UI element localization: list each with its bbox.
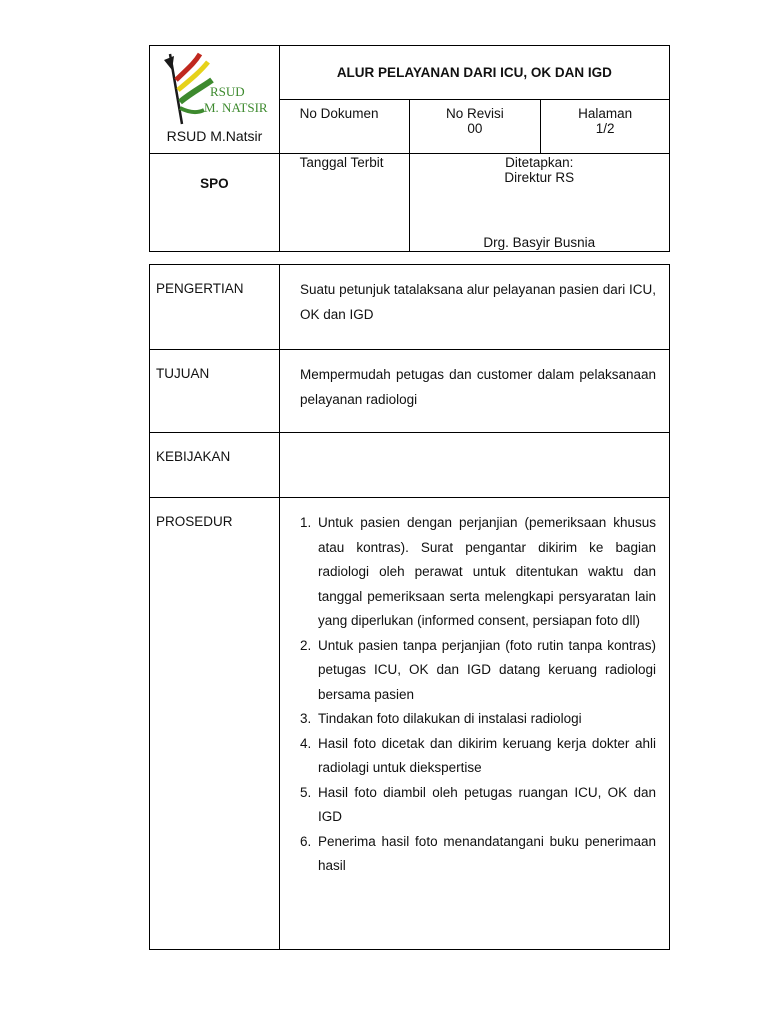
spo-label: SPO: [150, 154, 280, 252]
procedure-step: [300, 707, 656, 732]
established-by: Direktur RS: [504, 170, 575, 185]
tujuan-text: Mempermudah petugas dan customer dalam pelaksanaan pelayanan radiologi: [280, 350, 670, 433]
logo-text-rsud: RSUD: [210, 84, 245, 99]
page-label: Halaman: [578, 106, 633, 121]
step-text: Penerima hasil foto menandatangani buku penerimaan hasil: [318, 833, 656, 873]
header-table: [149, 45, 670, 252]
procedure-table: [149, 264, 670, 950]
step-number: 3.: [300, 711, 312, 726]
revision-value: 00: [467, 121, 483, 136]
row-pengertian: [150, 265, 670, 350]
procedure-step: [300, 781, 656, 830]
procedure-step: [300, 511, 656, 634]
procedure-step: [300, 732, 656, 781]
established-label: Ditetapkan:: [505, 155, 574, 170]
pengertian-text: Suatu petunjuk tatalaksana alur pelayanan pasien dari ICU, OK dan IGD: [280, 265, 670, 350]
row-prosedur: [150, 498, 670, 950]
logo-text-natsir: M. NATSIR: [204, 100, 268, 115]
issue-date-label: Tanggal Terbit: [279, 154, 409, 252]
kebijakan-label: KEBIJAKAN: [150, 433, 280, 498]
document-title: ALUR PELAYANAN DARI ICU, OK DAN IGD: [279, 46, 669, 100]
procedure-step: [300, 830, 656, 879]
established-cell: [409, 154, 670, 252]
step-number: 4.: [300, 735, 312, 751]
revision-cell: [409, 100, 541, 154]
hospital-logo: [160, 50, 270, 128]
prosedur-content: [280, 498, 670, 950]
step-text: Untuk pasien dengan perjanjian (pemeriksaan khusus atau kontras). Surat pengantar dikirim ke bagian radiologi oleh perawat untuk ditentukan waktu dan tanggal pemeriksaan serta melengkapi persyaratan lain yang diperlukan (informed consent, persiapan foto dll): [318, 515, 656, 628]
step-number: 2.: [300, 637, 312, 653]
procedure-steps: [300, 511, 656, 879]
logo-cell: [150, 46, 280, 154]
kebijakan-text: [280, 433, 670, 498]
row-tujuan: [150, 350, 670, 433]
step-text: Hasil foto diambil oleh petugas ruangan ICU, OK dan IGD: [318, 784, 656, 824]
tujuan-label: TUJUAN: [150, 350, 280, 433]
step-number: 5.: [300, 784, 312, 800]
page-cell: [541, 100, 670, 154]
page-value: 1/2: [595, 121, 615, 136]
step-text: Untuk pasien tanpa perjanjian (foto rutin tanpa kontras) petugas ICU, OK dan IGD datang keruang radiologi bersama pasien: [318, 637, 656, 702]
prosedur-label: PROSEDUR: [150, 498, 280, 950]
doc-number-label: No Dokumen: [279, 100, 409, 154]
revision-label: No Revisi: [445, 106, 504, 121]
procedure-step: [300, 634, 656, 708]
row-kebijakan: [150, 433, 670, 498]
pengertian-label: PENGERTIAN: [150, 265, 280, 350]
step-number: 1.: [300, 515, 312, 530]
hospital-name: RSUD M.Natsir: [166, 128, 263, 144]
step-text: Tindakan foto dilakukan di instalasi radiologi: [318, 711, 582, 726]
signatory-name: Drg. Basyir Busnia: [483, 235, 596, 250]
step-text: Hasil foto dicetak dan dikirim keruang kerja dokter ahli radiolagi untuk diekspertise: [318, 735, 656, 775]
step-number: 6.: [300, 833, 312, 849]
